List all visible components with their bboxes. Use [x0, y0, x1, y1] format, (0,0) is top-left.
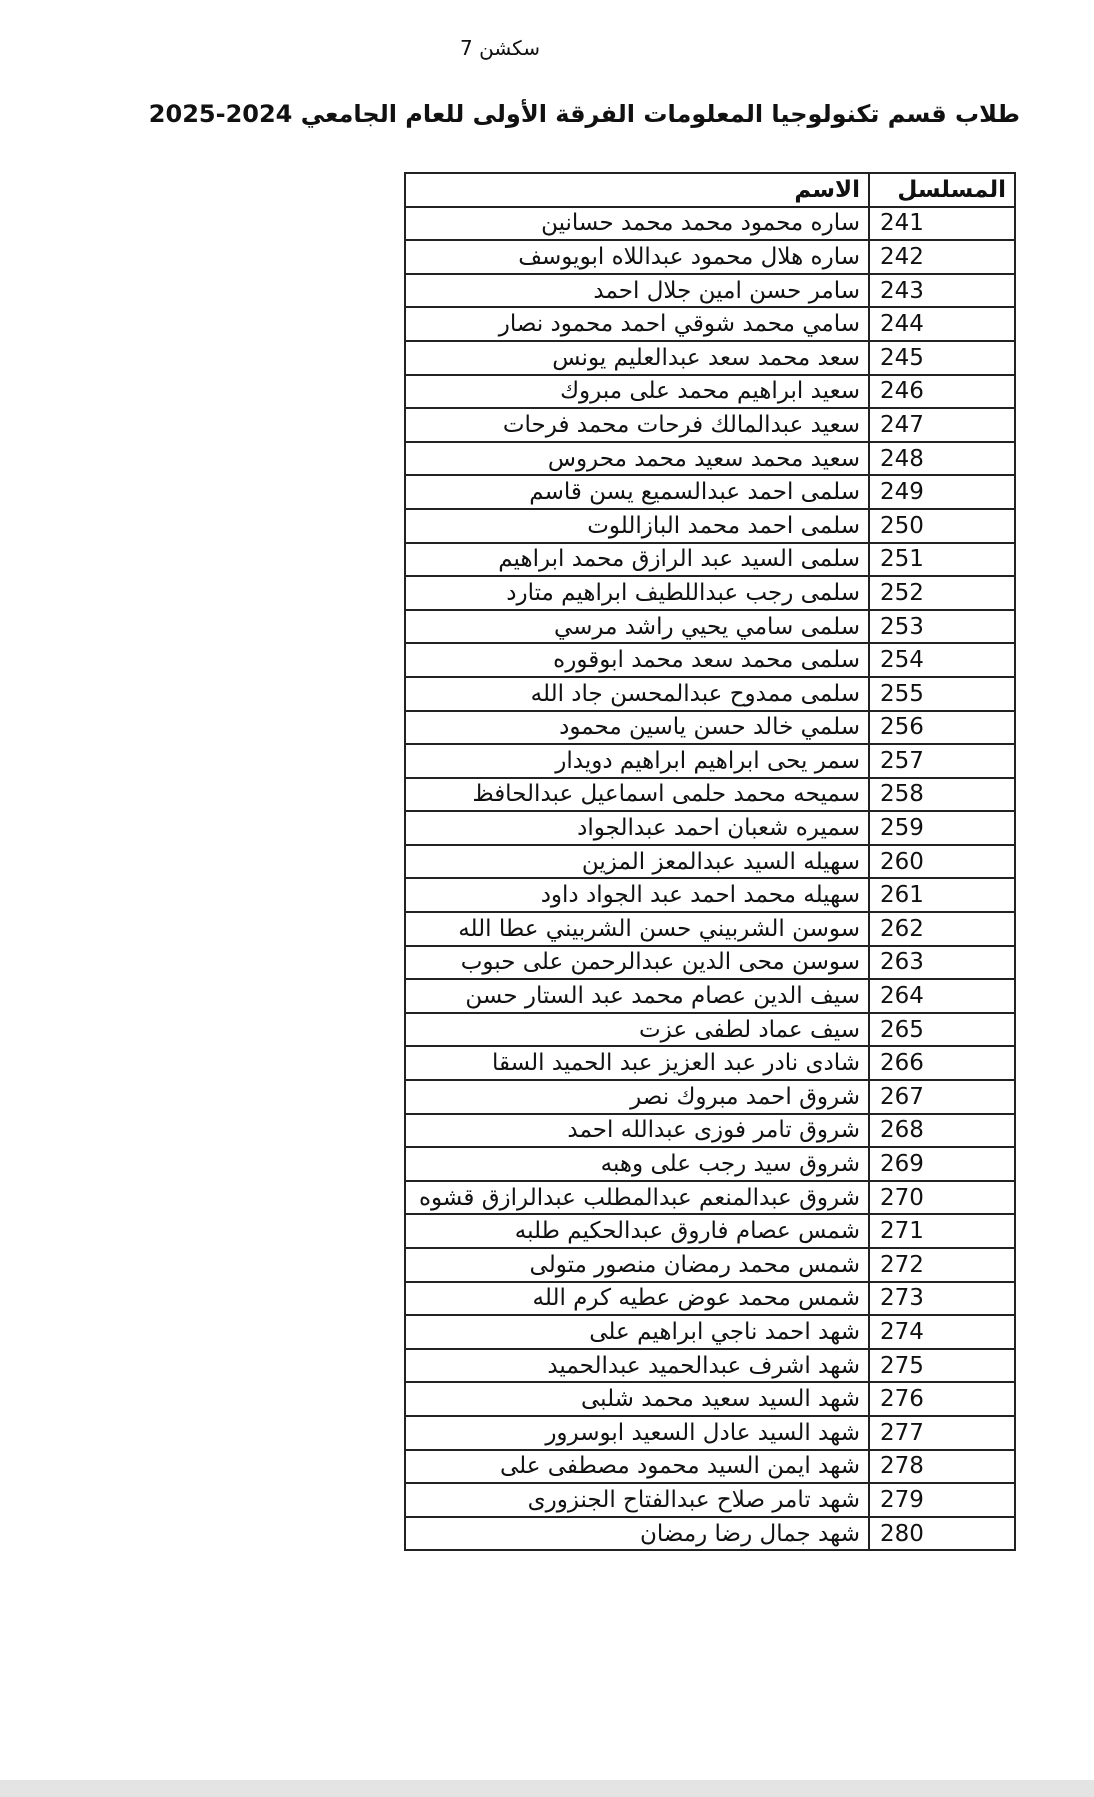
table-row	[405, 274, 1015, 308]
student-name-cell: سعيد عبدالمالك فرحات محمد فرحات	[405, 408, 869, 442]
student-name-cell: شروق سيد رجب على وهبه	[405, 1147, 869, 1181]
table-row	[405, 375, 1015, 409]
student-name-cell: شهد السيد عادل السعيد ابوسرور	[405, 1416, 869, 1450]
student-name-cell: شهد تامر صلاح عبدالفتاح الجنزورى	[405, 1483, 869, 1517]
table-row	[405, 1450, 1015, 1484]
student-name-cell: سمر يحى ابراهيم ابراهيم دويدار	[405, 744, 869, 778]
table-row	[405, 341, 1015, 375]
table-row	[405, 1046, 1015, 1080]
serial-cell: 242	[869, 240, 1015, 274]
student-name-cell: سلمى رجب عبداللطيف ابراهيم متارد	[405, 576, 869, 610]
table-body	[405, 207, 1015, 1551]
student-name-cell: سميره شعبان احمد عبدالجواد	[405, 811, 869, 845]
document-title: طلاب قسم تكنولوجيا المعلومات الفرقة الأولى للعام الجامعي 2024-2025	[148, 100, 1020, 128]
student-name-cell: سعد محمد سعد عبدالعليم يونس	[405, 341, 869, 375]
serial-cell: 250	[869, 509, 1015, 543]
serial-cell: 249	[869, 475, 1015, 509]
serial-cell: 253	[869, 610, 1015, 644]
student-name-cell: شهد احمد ناجي ابراهيم على	[405, 1315, 869, 1349]
serial-cell: 277	[869, 1416, 1015, 1450]
table-row	[405, 1483, 1015, 1517]
student-name-cell: سلمى احمد عبدالسميع يسن قاسم	[405, 475, 869, 509]
bottom-band	[0, 1780, 1094, 1797]
student-name-cell: سيف الدين عصام محمد عبد الستار حسن	[405, 979, 869, 1013]
student-name-cell: سيف عماد لطفى عزت	[405, 1013, 869, 1047]
student-name-cell: سامر حسن امين جلال احمد	[405, 274, 869, 308]
student-name-cell: شمس عصام فاروق عبدالحكيم طلبه	[405, 1214, 869, 1248]
table-row	[405, 1080, 1015, 1114]
table-row	[405, 509, 1015, 543]
serial-cell: 245	[869, 341, 1015, 375]
serial-cell: 256	[869, 711, 1015, 745]
table-row	[405, 610, 1015, 644]
table-row	[405, 1114, 1015, 1148]
table-row	[405, 207, 1015, 241]
table-row	[405, 643, 1015, 677]
serial-cell: 263	[869, 946, 1015, 980]
serial-cell: 280	[869, 1517, 1015, 1551]
table-row	[405, 811, 1015, 845]
student-name-cell: سهيله محمد احمد عبد الجواد داود	[405, 878, 869, 912]
serial-cell: 276	[869, 1382, 1015, 1416]
table-row	[405, 912, 1015, 946]
table-header-row	[405, 173, 1015, 207]
table-row	[405, 845, 1015, 879]
table-row	[405, 1013, 1015, 1047]
student-name-cell: شهد اشرف عبدالحميد عبدالحميد	[405, 1349, 869, 1383]
serial-cell: 244	[869, 307, 1015, 341]
table-row	[405, 408, 1015, 442]
serial-cell: 262	[869, 912, 1015, 946]
serial-cell: 248	[869, 442, 1015, 476]
serial-cell: 247	[869, 408, 1015, 442]
students-table	[404, 172, 1016, 1551]
table-row	[405, 1282, 1015, 1316]
serial-cell: 260	[869, 845, 1015, 879]
table-row	[405, 1181, 1015, 1215]
student-name-cell: شروق احمد مبروك نصر	[405, 1080, 869, 1114]
section-label: سكشن 7	[460, 36, 540, 60]
student-name-cell: ساره محمود محمد محمد حسانين	[405, 207, 869, 241]
serial-cell: 267	[869, 1080, 1015, 1114]
serial-cell: 259	[869, 811, 1015, 845]
table-row	[405, 677, 1015, 711]
student-name-cell: شهد السيد سعيد محمد شلبى	[405, 1382, 869, 1416]
serial-cell: 279	[869, 1483, 1015, 1517]
student-name-cell: سامي محمد شوقي احمد محمود نصار	[405, 307, 869, 341]
table-row	[405, 778, 1015, 812]
table-row	[405, 442, 1015, 476]
table-row	[405, 475, 1015, 509]
serial-cell: 243	[869, 274, 1015, 308]
serial-cell: 252	[869, 576, 1015, 610]
student-name-cell: سلمى محمد سعد محمد ابوقوره	[405, 643, 869, 677]
student-name-cell: سلمى احمد محمد البازاللوت	[405, 509, 869, 543]
table-row	[405, 744, 1015, 778]
table-row	[405, 1147, 1015, 1181]
student-name-cell: سميحه محمد حلمى اسماعيل عبدالحافظ	[405, 778, 869, 812]
table-row	[405, 307, 1015, 341]
serial-cell: 258	[869, 778, 1015, 812]
table-row	[405, 1517, 1015, 1551]
student-name-cell: سعيد ابراهيم محمد على مبروك	[405, 375, 869, 409]
table-row	[405, 1315, 1015, 1349]
table-row	[405, 1248, 1015, 1282]
table-row	[405, 240, 1015, 274]
serial-cell: 255	[869, 677, 1015, 711]
serial-cell: 278	[869, 1450, 1015, 1484]
student-name-cell: شمس محمد عوض عطيه كرم الله	[405, 1282, 869, 1316]
student-name-cell: شروق عبدالمنعم عبدالمطلب عبدالرازق قشوه	[405, 1181, 869, 1215]
serial-cell: 275	[869, 1349, 1015, 1383]
student-name-cell: سلمى السيد عبد الرازق محمد ابراهيم	[405, 543, 869, 577]
student-name-cell: سلمى ممدوح عبدالمحسن جاد الله	[405, 677, 869, 711]
serial-cell: 264	[869, 979, 1015, 1013]
student-name-cell: سعيد محمد سعيد محمد محروس	[405, 442, 869, 476]
student-name-cell: سلمي خالد حسن ياسين محمود	[405, 711, 869, 745]
serial-cell: 270	[869, 1181, 1015, 1215]
student-name-cell: شهد ايمن السيد محمود مصطفى على	[405, 1450, 869, 1484]
name-column-header: الاسم	[405, 173, 869, 207]
student-name-cell: سلمى سامي يحيي راشد مرسي	[405, 610, 869, 644]
table-row	[405, 1214, 1015, 1248]
serial-cell: 269	[869, 1147, 1015, 1181]
student-name-cell: ساره هلال محمود عبداللاه ابويوسف	[405, 240, 869, 274]
student-name-cell: سوسن الشربيني حسن الشربيني عطا الله	[405, 912, 869, 946]
serial-cell: 268	[869, 1114, 1015, 1148]
serial-cell: 266	[869, 1046, 1015, 1080]
table-row	[405, 576, 1015, 610]
student-name-cell: شمس محمد رمضان منصور متولى	[405, 1248, 869, 1282]
serial-cell: 272	[869, 1248, 1015, 1282]
serial-cell: 254	[869, 643, 1015, 677]
table-row	[405, 1382, 1015, 1416]
student-name-cell: سهيله السيد عبدالمعز المزين	[405, 845, 869, 879]
serial-cell: 265	[869, 1013, 1015, 1047]
table-row	[405, 543, 1015, 577]
student-name-cell: شادى نادر عبد العزيز عبد الحميد السقا	[405, 1046, 869, 1080]
serial-cell: 271	[869, 1214, 1015, 1248]
student-name-cell: شهد جمال رضا رمضان	[405, 1517, 869, 1551]
table-row	[405, 946, 1015, 980]
serial-cell: 274	[869, 1315, 1015, 1349]
table-row	[405, 711, 1015, 745]
serial-cell: 273	[869, 1282, 1015, 1316]
table-row	[405, 1349, 1015, 1383]
serial-cell: 261	[869, 878, 1015, 912]
table-row	[405, 1416, 1015, 1450]
student-name-cell: شروق تامر فوزى عبدالله احمد	[405, 1114, 869, 1148]
student-name-cell: سوسن محى الدين عبدالرحمن على حبوب	[405, 946, 869, 980]
serial-cell: 257	[869, 744, 1015, 778]
serial-cell: 251	[869, 543, 1015, 577]
serial-column-header: المسلسل	[869, 173, 1015, 207]
table-row	[405, 979, 1015, 1013]
serial-cell: 241	[869, 207, 1015, 241]
table-row	[405, 878, 1015, 912]
serial-cell: 246	[869, 375, 1015, 409]
